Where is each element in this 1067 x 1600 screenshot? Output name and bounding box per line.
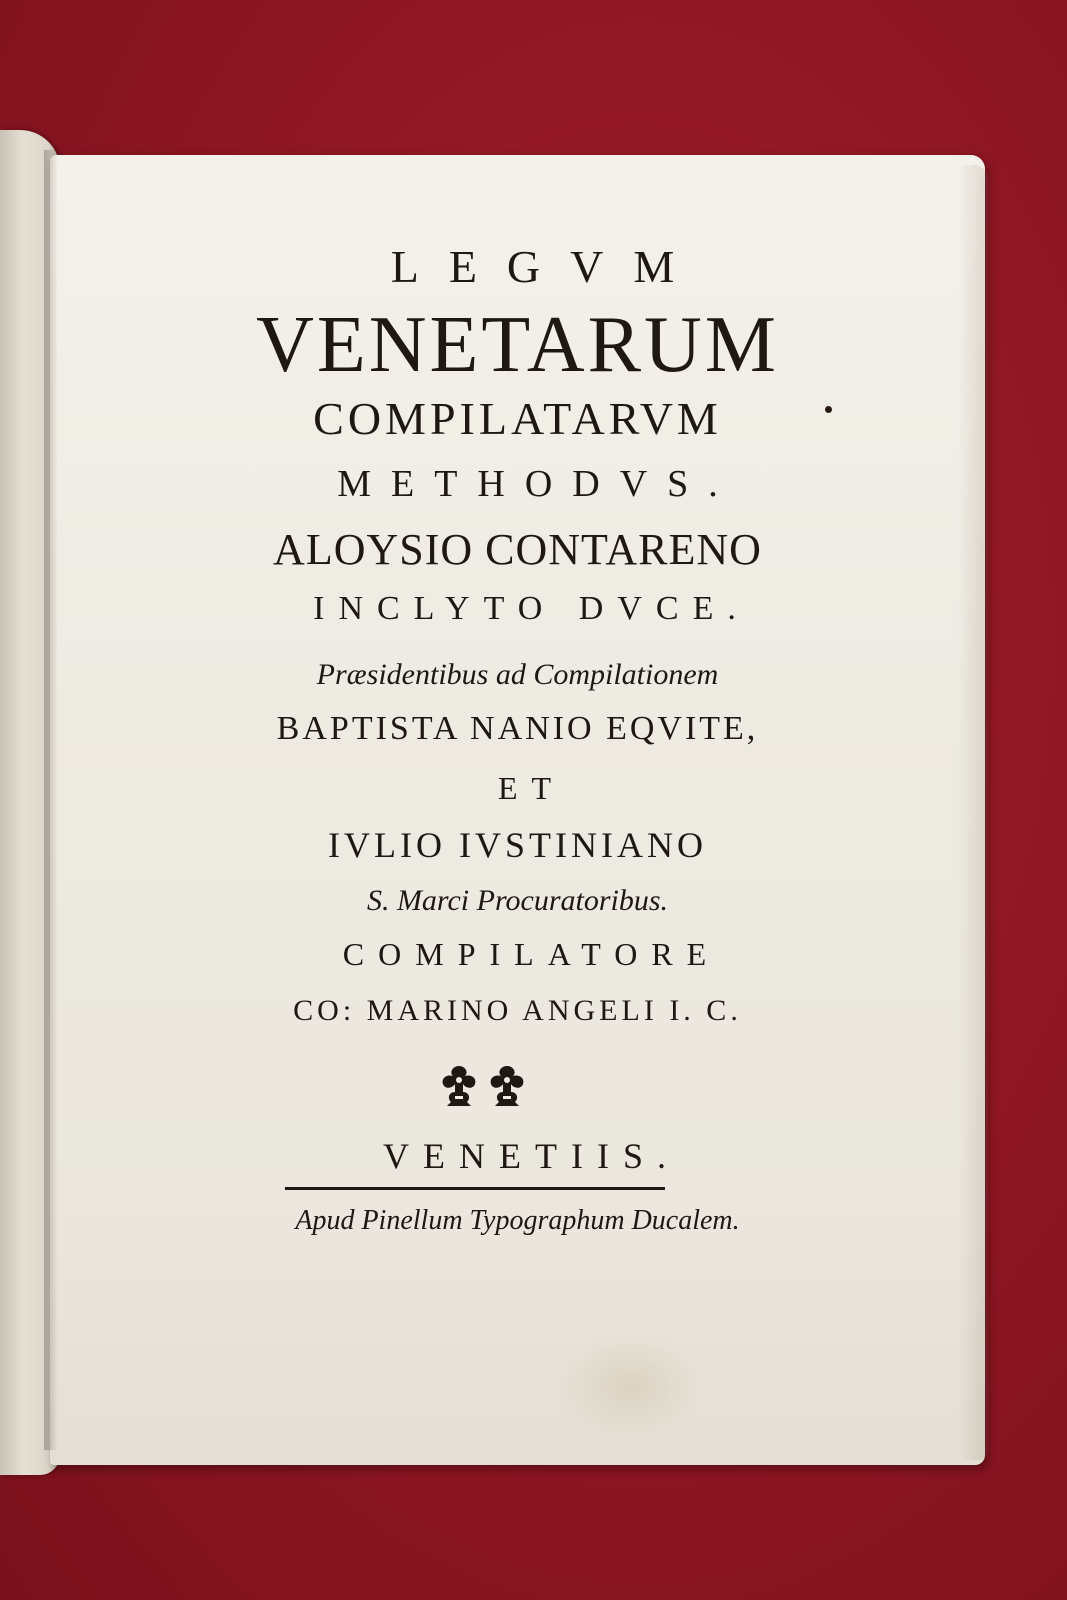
title-line-venetarum: VENETARUM: [256, 301, 779, 389]
dedication-doge-title: INCLYTO DVCE.: [313, 590, 750, 627]
printer-device-icon: [435, 1062, 531, 1110]
imprint-rule: [285, 1187, 665, 1190]
conjunction-et: ET: [497, 770, 566, 806]
compiler-label: COMPILATORE: [342, 936, 721, 972]
presidents-office: S. Marci Procuratoribus.: [366, 884, 669, 917]
title-line-methodus: METHODVS.: [337, 463, 738, 505]
president-one: BAPTISTA NANIO EQVITE,: [276, 710, 759, 747]
title-line-legum: LEGVM: [390, 241, 705, 292]
compiler-name: CO: MARINO ANGELI I. C.: [293, 994, 742, 1027]
presidents-intro: Præsidentibus ad Compilationem: [316, 658, 719, 691]
president-two: IVLIO IVSTINIANO: [328, 825, 707, 865]
imprint-printer: Apud Pinellum Typographum Ducalem.: [295, 1205, 740, 1236]
dedication-doge-name: ALOYSIO CONTARENO: [273, 525, 762, 574]
imprint-place: VENETIIS.: [383, 1136, 680, 1176]
paper-stain: [555, 1330, 705, 1440]
title-line-compilatarum: COMPILATARVM: [313, 393, 722, 444]
